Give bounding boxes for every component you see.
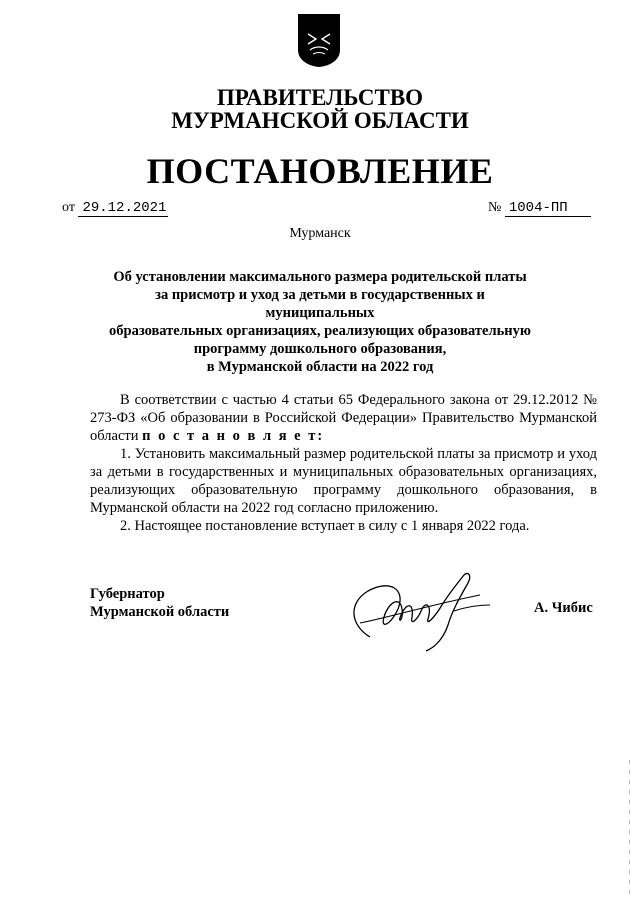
- title-line: за присмотр и уход за детьми в государственных и муниципальных: [155, 287, 485, 321]
- scan-edge-mark: [628, 760, 631, 900]
- date-prefix: от: [62, 200, 75, 215]
- document-title: [100, 268, 540, 376]
- position-line1: Губернатор: [90, 586, 165, 602]
- coat-of-arms-icon: [296, 12, 342, 68]
- document-body: [90, 391, 597, 535]
- org-name-line1: ПРАВИТЕЛЬСТВО: [216, 85, 424, 110]
- body-item-2: 2. Настоящее постановление вступает в силу с 1 января 2022 года.: [120, 518, 530, 534]
- position-line2: Мурманской области: [90, 604, 230, 620]
- title-line: в Мурманской области на 2022 год: [206, 359, 434, 375]
- number-field: [488, 200, 591, 217]
- date-field: [62, 200, 168, 217]
- city: Мурманск: [289, 226, 351, 241]
- org-name-line2: МУРМАНСКОЙ ОБЛАСТИ: [171, 108, 469, 133]
- intro-text: В соответствии с частью 4 статьи 65 Федерального закона от 29.12.2012 № 273-ФЗ «Об образовании в Российской Федерации» Правительство Мурманской области: [90, 392, 597, 444]
- signatory-name: А. Чибис: [534, 600, 593, 616]
- handwritten-signature: [340, 565, 510, 655]
- decree-word: п о с т а н о в л я е т:: [142, 428, 325, 444]
- number-value: 1004-ПП: [505, 200, 591, 217]
- title-line: Об установлении максимального размера родительской платы: [113, 269, 527, 285]
- document-type: ПОСТАНОВЛЕНИЕ: [146, 151, 494, 191]
- title-line: программу дошкольного образования,: [193, 341, 447, 357]
- number-prefix: №: [488, 200, 502, 215]
- signatory-position: [90, 585, 229, 621]
- body-item-1: 1. Установить максимальный размер родительской платы за присмотр и уход за детьми в государственных и муниципальных образовательных организациях, реализующих образовательную программу дошкольного образования, в Мурманской области на 2022 год согласно приложению.: [90, 446, 597, 516]
- title-line: образовательных организациях, реализующих образовательную: [109, 323, 531, 339]
- date-value: 29.12.2021: [78, 200, 168, 217]
- body-intro: [90, 391, 597, 445]
